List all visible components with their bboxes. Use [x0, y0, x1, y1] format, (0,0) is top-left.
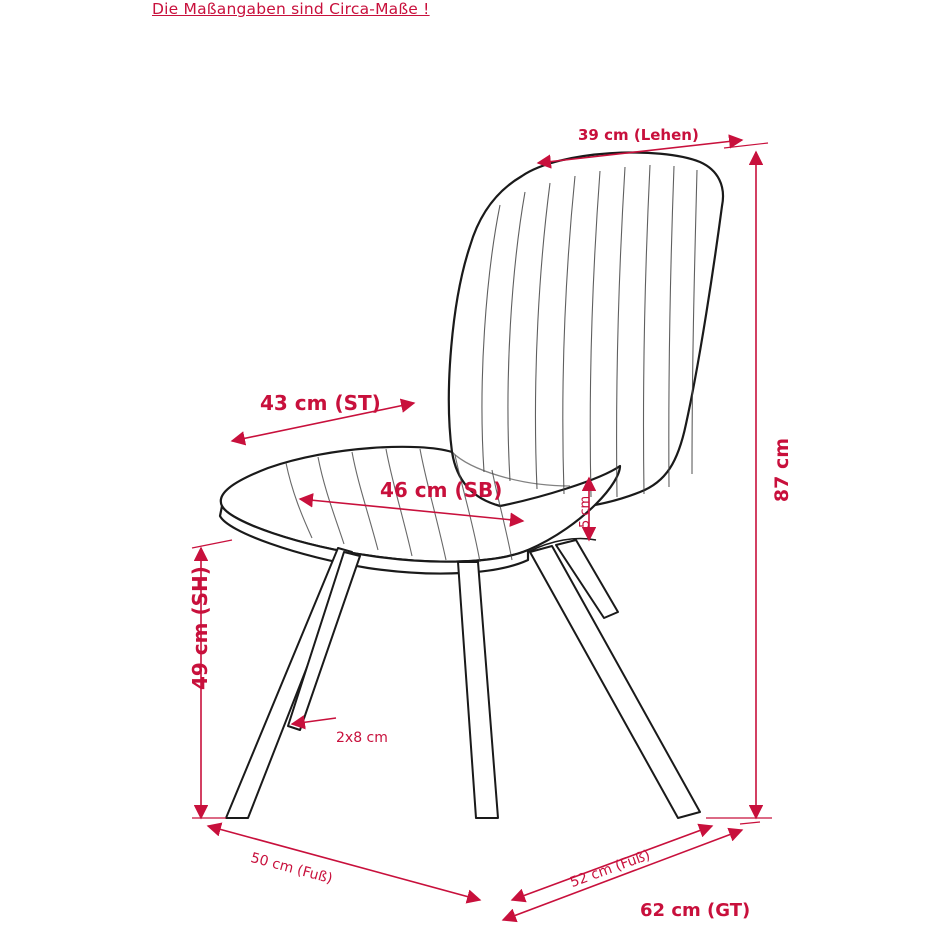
label-seat-width: 46 cm (SB) — [380, 478, 503, 502]
label-total-depth: 62 cm (GT) — [640, 900, 751, 921]
label-seat-height: 49 cm (SH) — [188, 566, 212, 690]
label-cushion-thickness: 5 cm — [578, 495, 593, 528]
chair-backrest — [449, 153, 723, 511]
label-foot-span-right: 52 cm (Fuß) — [568, 847, 653, 892]
label-backrest-width: 39 cm (Lehen) — [578, 126, 699, 144]
header-note: Die Maßangaben sind Circa-Maße ! — [152, 0, 430, 18]
chair-legs — [226, 540, 700, 818]
label-foot-span-left: 50 cm (Fuß) — [248, 850, 335, 888]
label-seat-depth: 43 cm (ST) — [260, 391, 381, 415]
label-total-height: 87 cm — [771, 437, 793, 503]
label-leg-profile: 2x8 cm — [336, 730, 388, 746]
